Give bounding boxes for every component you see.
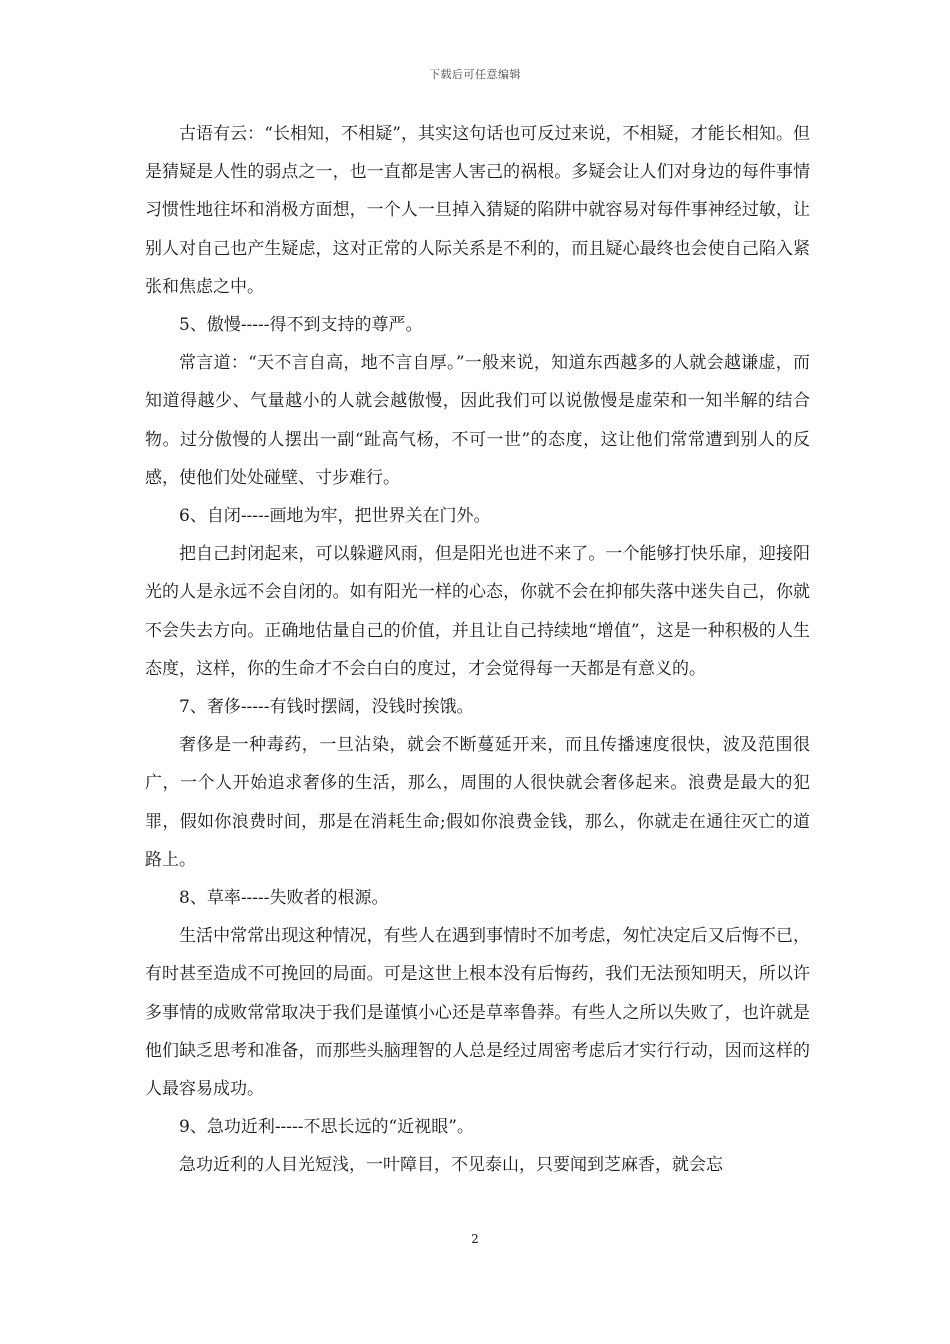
section-heading-arrogance: 5、傲慢-----得不到支持的尊严。 [179,315,423,336]
section-heading-isolation: 6、自闭-----画地为牢，把世界关在门外。 [179,506,491,527]
section-heading-shortsightedness: 9、急功近利-----不思长远的“近视眼”。 [179,1117,474,1138]
paragraph-suspicion: 古语有云：“长相知，不相疑”，其实这句话也可反过来说，不相疑，才能长相知。但是猜疑是人性的弱点之一，也一直都是害人害己的祸根。多疑会让人们对身边的每件事情习惯性地往坏和消极方面想，一个人一旦掉入猜疑的陷阱中就容易对每件事神经过敏，让别人对自己也产生疑虑，这对正常的人际关系是不利的，而且疑心最终也会使自己陷入紧张和焦虑之中。 [145,124,810,297]
document-body [145,115,810,1185]
page-number: 2 [471,1232,479,1246]
paragraph-extravagance: 奢侈是一种毒药，一旦沾染，就会不断蔓延开来，而且传播速度很快，波及范围很广，一个人开始追求奢侈的生活，那么，周围的人很快就会奢侈起来。浪费是最大的犯罪，假如你浪费时间，那是在消耗生命;假如你浪费金钱，那么，你就走在通往灭亡的道路上。 [145,735,810,870]
paragraph-carelessness: 生活中常常出现这种情况，有些人在遇到事情时不加考虑，匆忙决定后又后悔不已，有时甚至造成不可挽回的局面。可是这世上根本没有后悔药，我们无法预知明天，所以许多事情的成败常常取决于我们是谨慎小心还是草率鲁莽。有些人之所以失败了，也许就是他们缺乏思考和准备，而那些头脑理智的人总是经过周密考虑后才实行行动，因而这样的人最容易成功。 [145,926,810,1100]
section-heading-extravagance: 7、奢侈-----有钱时摆阔，没钱时挨饿。 [179,697,474,718]
paragraph-arrogance: 常言道：“天不言自高，地不言自厚。”一般来说，知道东西越多的人就会越谦虚，而知道得越少、气量越小的人就会越傲慢，因此我们可以说傲慢是虚荣和一知半解的结合物。过分傲慢的人摆出一副“趾高气杨，不可一世”的态度，这让他们常常遭到别人的反感，使他们处处碰壁、寸步难行。 [145,353,810,488]
paragraph-isolation: 把自己封闭起来，可以躲避风雨，但是阳光也进不来了。一个能够打快乐扉，迎接阳光的人是永远不会自闭的。如有阳光一样的心态，你就不会在抑郁失落中迷失自己，你就不会失去方向。正确地估量自己的价值，并且让自己持续地“增值”，这是一种积极的人生态度，这样，你的生命才不会白白的度过，才会觉得每一天都是有意义的。 [145,544,810,679]
section-heading-carelessness: 8、草率-----失败者的根源。 [179,888,389,909]
page-header: 下载后可任意编辑 [429,68,521,81]
paragraph-shortsightedness: 急功近利的人目光短浅，一叶障目，不见泰山，只要闻到芝麻香，就会忘 [179,1155,723,1176]
